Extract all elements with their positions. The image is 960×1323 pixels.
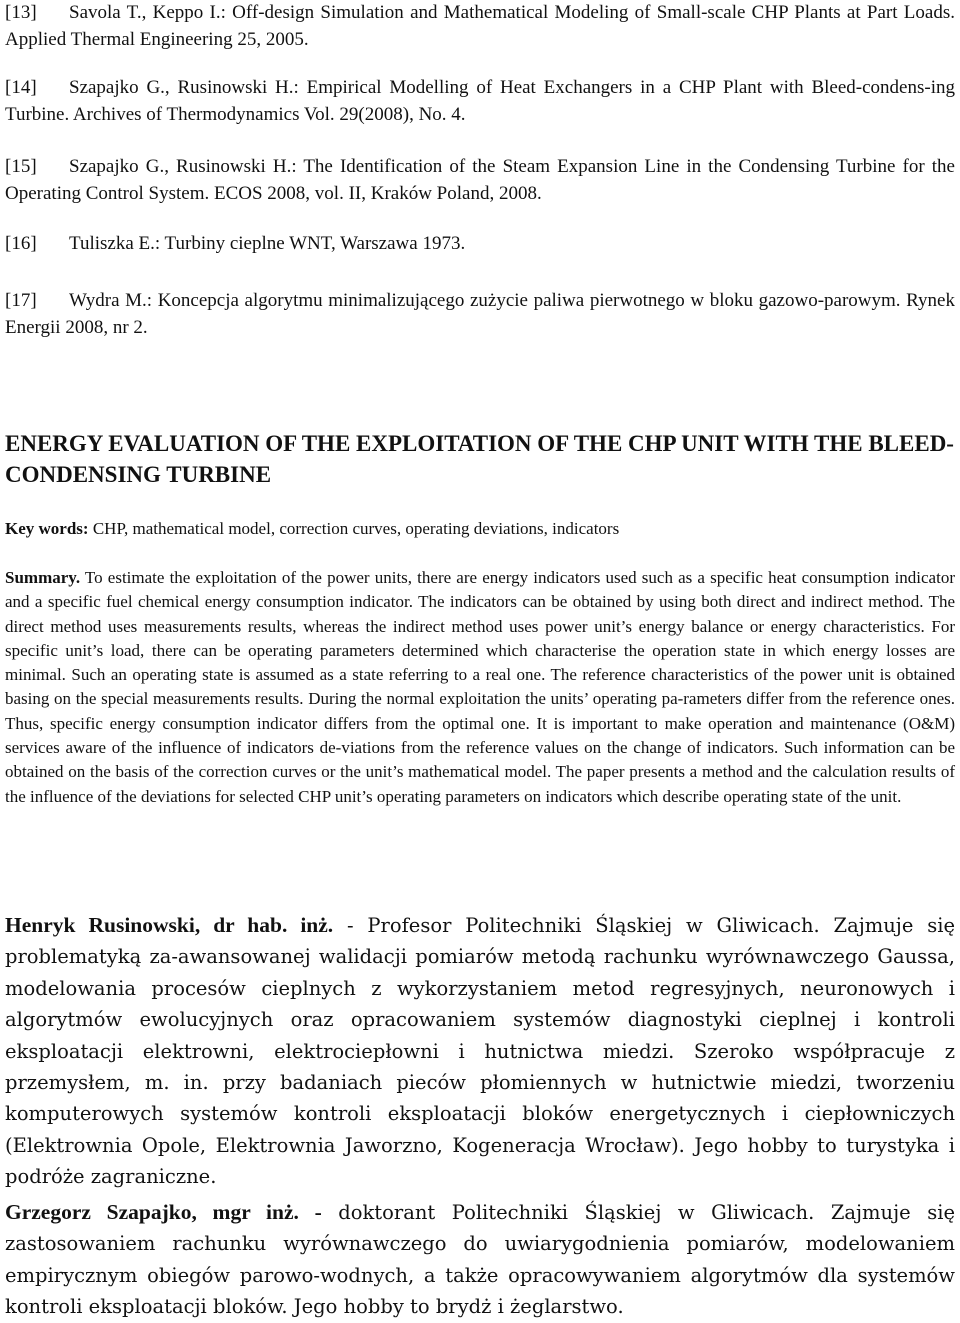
abstract-title: ENERGY EVALUATION OF THE EXPLOITATION OF THE CHP UNIT WITH THE BLEED-CONDENSING TURBINE <box>5 431 954 487</box>
reference-17 <box>5 287 955 341</box>
reference-14 <box>5 74 955 128</box>
summary-label: Summary. <box>5 568 81 587</box>
summary-paragraph <box>5 566 955 809</box>
reference-number: [15] <box>5 156 37 177</box>
author-bio-szapajko <box>5 1197 955 1323</box>
reference-number: [14] <box>5 77 37 98</box>
reference-text: Tuliszka E.: Turbiny cieplne WNT, Warszawa 1973. <box>69 233 466 254</box>
summary-text: To estimate the exploitation of the power units, there are energy indicators used such as a specific heat consumption indicator and a specific fuel chemical energy consumption indicator. The indicators can be obtained by using both direct and indirect method. The direct method uses measurements results, whereas the indirect method uses power unit’s energy balance or energy characteristics. For specific unit’s load, there can be operating parameters determined which characterise the operation state in which energy losses are minimal. Such an operating state is assumed as a state referring to a real one. The reference characteristics of the power unit is obtained basing on the special measurements results. During the normal exploitation the units’ operating pa-rameters differ from the reference ones. Thus, specific energy consumption indicator differs from the optimal one. It is important to make operation and maintenance (O&M) services aware of the influence of indicators de-viations from the reference values on the change of indicators. Such information can be obtained on the basis of the correction curves or the unit’s mathematical model. The paper presents a method and the calculation results of the influence of the deviations for selected CHP unit’s operating parameters on indicators which describe operating state of the unit. <box>5 568 955 806</box>
reference-15 <box>5 153 955 207</box>
reference-text: Wydra M.: Koncepcja algorytmu minimalizującego zużycie paliwa pierwotnego w bloku gazowo-parowym. Rynek Energii 2008, nr 2. <box>5 290 955 338</box>
reference-text: Szapajko G., Rusinowski H.: The Identification of the Steam Expansion Line in the Condensing Turbine for the Operating Control System. ECOS 2008, vol. II, Kraków Poland, 2008. <box>5 156 955 204</box>
keywords-text: CHP, mathematical model, correction curves, operating deviations, indicators <box>88 519 620 538</box>
reference-number: [16] <box>5 233 37 254</box>
reference-13 <box>5 0 955 53</box>
author-description: - Profesor Politechniki Śląskiej w Gliwicach. Zajmuje się problematyką za-awansowanej walidacji pomiarów metodą rachunku wyrównawczego Gaussa, modelowania procesów cieplnych z wykorzystaniem metod regresyjnych, neuronowych i algorytmów ewolucyjnych oraz opracowaniem systemów diagnostyki cieplnej i kontroli eksploatacji elektrowni, elektrociepłowni i hutnictwa miedzi. Szeroko współpracuje z przemysłem, m. in. przy badaniach pieców płomiennych w hutnictwie miedzi, tworzeniu komputerowych systemów kontroli eksploatacji bloków energetycznych i ciepłowniczych (Elektrownia Opole, Elektrownia Jaworzno, Kogeneracja Wrocław). Jego hobby to turystyka i podróże zagraniczne. <box>5 914 955 1189</box>
author-name: Grzegorz Szapajko, mgr inż. - <box>5 1200 322 1224</box>
reference-text: Savola T., Keppo I.: Off-design Simulation and Mathematical Modeling of Small-scale CHP Plants at Part Loads. Applied Thermal Engineering 25, 2005. <box>5 2 955 50</box>
reference-number: [13] <box>5 2 37 23</box>
author-name: Henryk Rusinowski, dr hab. inż. <box>5 913 334 937</box>
keywords-label: Key words: <box>5 519 89 538</box>
reference-16 <box>5 230 955 257</box>
author-bio-rusinowski <box>5 910 955 1193</box>
author-description: doktorant Politechniki Śląskiej w Gliwicach. Zajmuje się zastosowaniem rachunku wyrównawczego do uwiarygodnienia pomiarów, modelowaniem empirycznym obiegów parowo-wodnych, a także opracowywaniem algorytmów dla systemów kontroli eksploatacji bloków. Jego hobby to brydż i żeglarstwo. <box>5 1201 955 1319</box>
keywords-line <box>5 517 955 541</box>
reference-text: Szapajko G., Rusinowski H.: Empirical Modelling of Heat Exchangers in a CHP Plant with Bleed-condens-ing Turbine. Archives of Thermodynamics Vol. 29(2008), No. 4. <box>5 77 955 125</box>
reference-number: [17] <box>5 290 37 311</box>
